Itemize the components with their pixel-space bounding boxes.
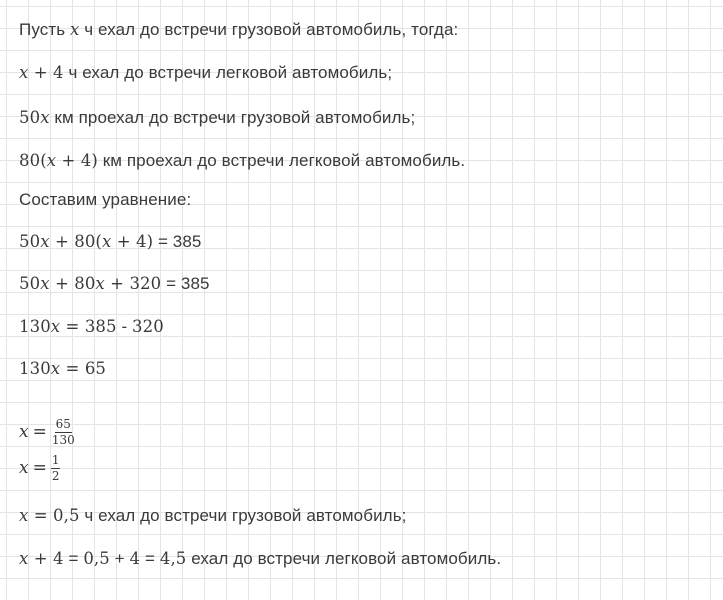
math: =: [32, 422, 47, 442]
math: 50: [19, 232, 41, 251]
equation-fraction-2: [19, 446, 60, 490]
math: + 4: [28, 549, 64, 568]
math: + 4: [28, 63, 64, 82]
math: + 80: [49, 274, 96, 293]
text: ч ехал до встречи легковой автомобиль;: [63, 63, 393, 82]
math-var: x: [95, 274, 105, 293]
line-car-time: [19, 62, 392, 84]
math: 0,5: [83, 549, 110, 568]
text: км проехал до встречи грузовой автомобиль;: [49, 108, 416, 127]
line-car-distance: [19, 150, 465, 172]
math: 320: [132, 317, 164, 336]
line-car-result: [19, 548, 501, 570]
math: + 4): [56, 151, 98, 170]
math: =: [32, 458, 47, 478]
math: = 385: [60, 317, 117, 336]
math-var: x: [19, 422, 29, 442]
text: км проехал до встречи легковой автомобиль.: [97, 151, 466, 170]
math-var: x: [40, 232, 50, 251]
equation-4: [19, 358, 106, 380]
text: +: [109, 549, 130, 568]
math: + 80(: [49, 232, 102, 251]
fraction-numerator: 65: [55, 416, 71, 431]
fraction-denominator: 130: [51, 432, 75, 447]
text: =: [63, 549, 84, 568]
math: 130: [19, 359, 51, 378]
text: ч ехал до встречи грузовой автомобиль, тогда:: [79, 20, 459, 39]
fraction-numerator: 1: [51, 452, 60, 467]
line-truck-distance: [19, 107, 415, 129]
text: = 385: [153, 232, 202, 251]
text: Пусть: [19, 20, 70, 39]
math-var: x: [19, 549, 29, 568]
math: 4: [129, 549, 141, 568]
math-var: x: [50, 359, 61, 378]
text: = 385: [161, 274, 210, 293]
equation-3: [19, 316, 164, 338]
text: =: [140, 549, 160, 568]
math: = 0,5: [28, 506, 80, 525]
math-var: x: [40, 274, 50, 293]
math-var: x: [46, 151, 57, 170]
text: ч ехал до встречи грузовой автомобиль;: [79, 506, 407, 525]
math: 4,5: [159, 549, 187, 568]
line-compose-equation: [19, 189, 191, 211]
math-var: x: [19, 63, 29, 82]
math: 50: [19, 274, 41, 293]
math: 50: [19, 108, 41, 127]
math: 130: [19, 317, 51, 336]
fraction: [51, 418, 76, 447]
line-truck-result: [19, 505, 406, 527]
math: = 65: [60, 359, 107, 378]
math: + 320: [104, 274, 162, 293]
math-var: x: [50, 317, 61, 336]
math-var: x: [40, 108, 50, 127]
text: Составим уравнение:: [19, 190, 192, 209]
math-var: x: [19, 458, 29, 478]
math-var: x: [19, 506, 29, 525]
fraction-denominator: 2: [51, 468, 60, 483]
math: + 4): [111, 232, 154, 251]
fraction: [51, 454, 61, 483]
math: 80(: [19, 151, 47, 170]
text: ехал до встречи легковой автомобиль.: [186, 549, 502, 568]
math-var: x: [101, 232, 112, 251]
equation-1: [19, 231, 201, 253]
equation-2: [19, 273, 210, 295]
text: -: [116, 317, 133, 336]
line-let-x: [19, 19, 458, 41]
math-var: x: [70, 20, 80, 39]
